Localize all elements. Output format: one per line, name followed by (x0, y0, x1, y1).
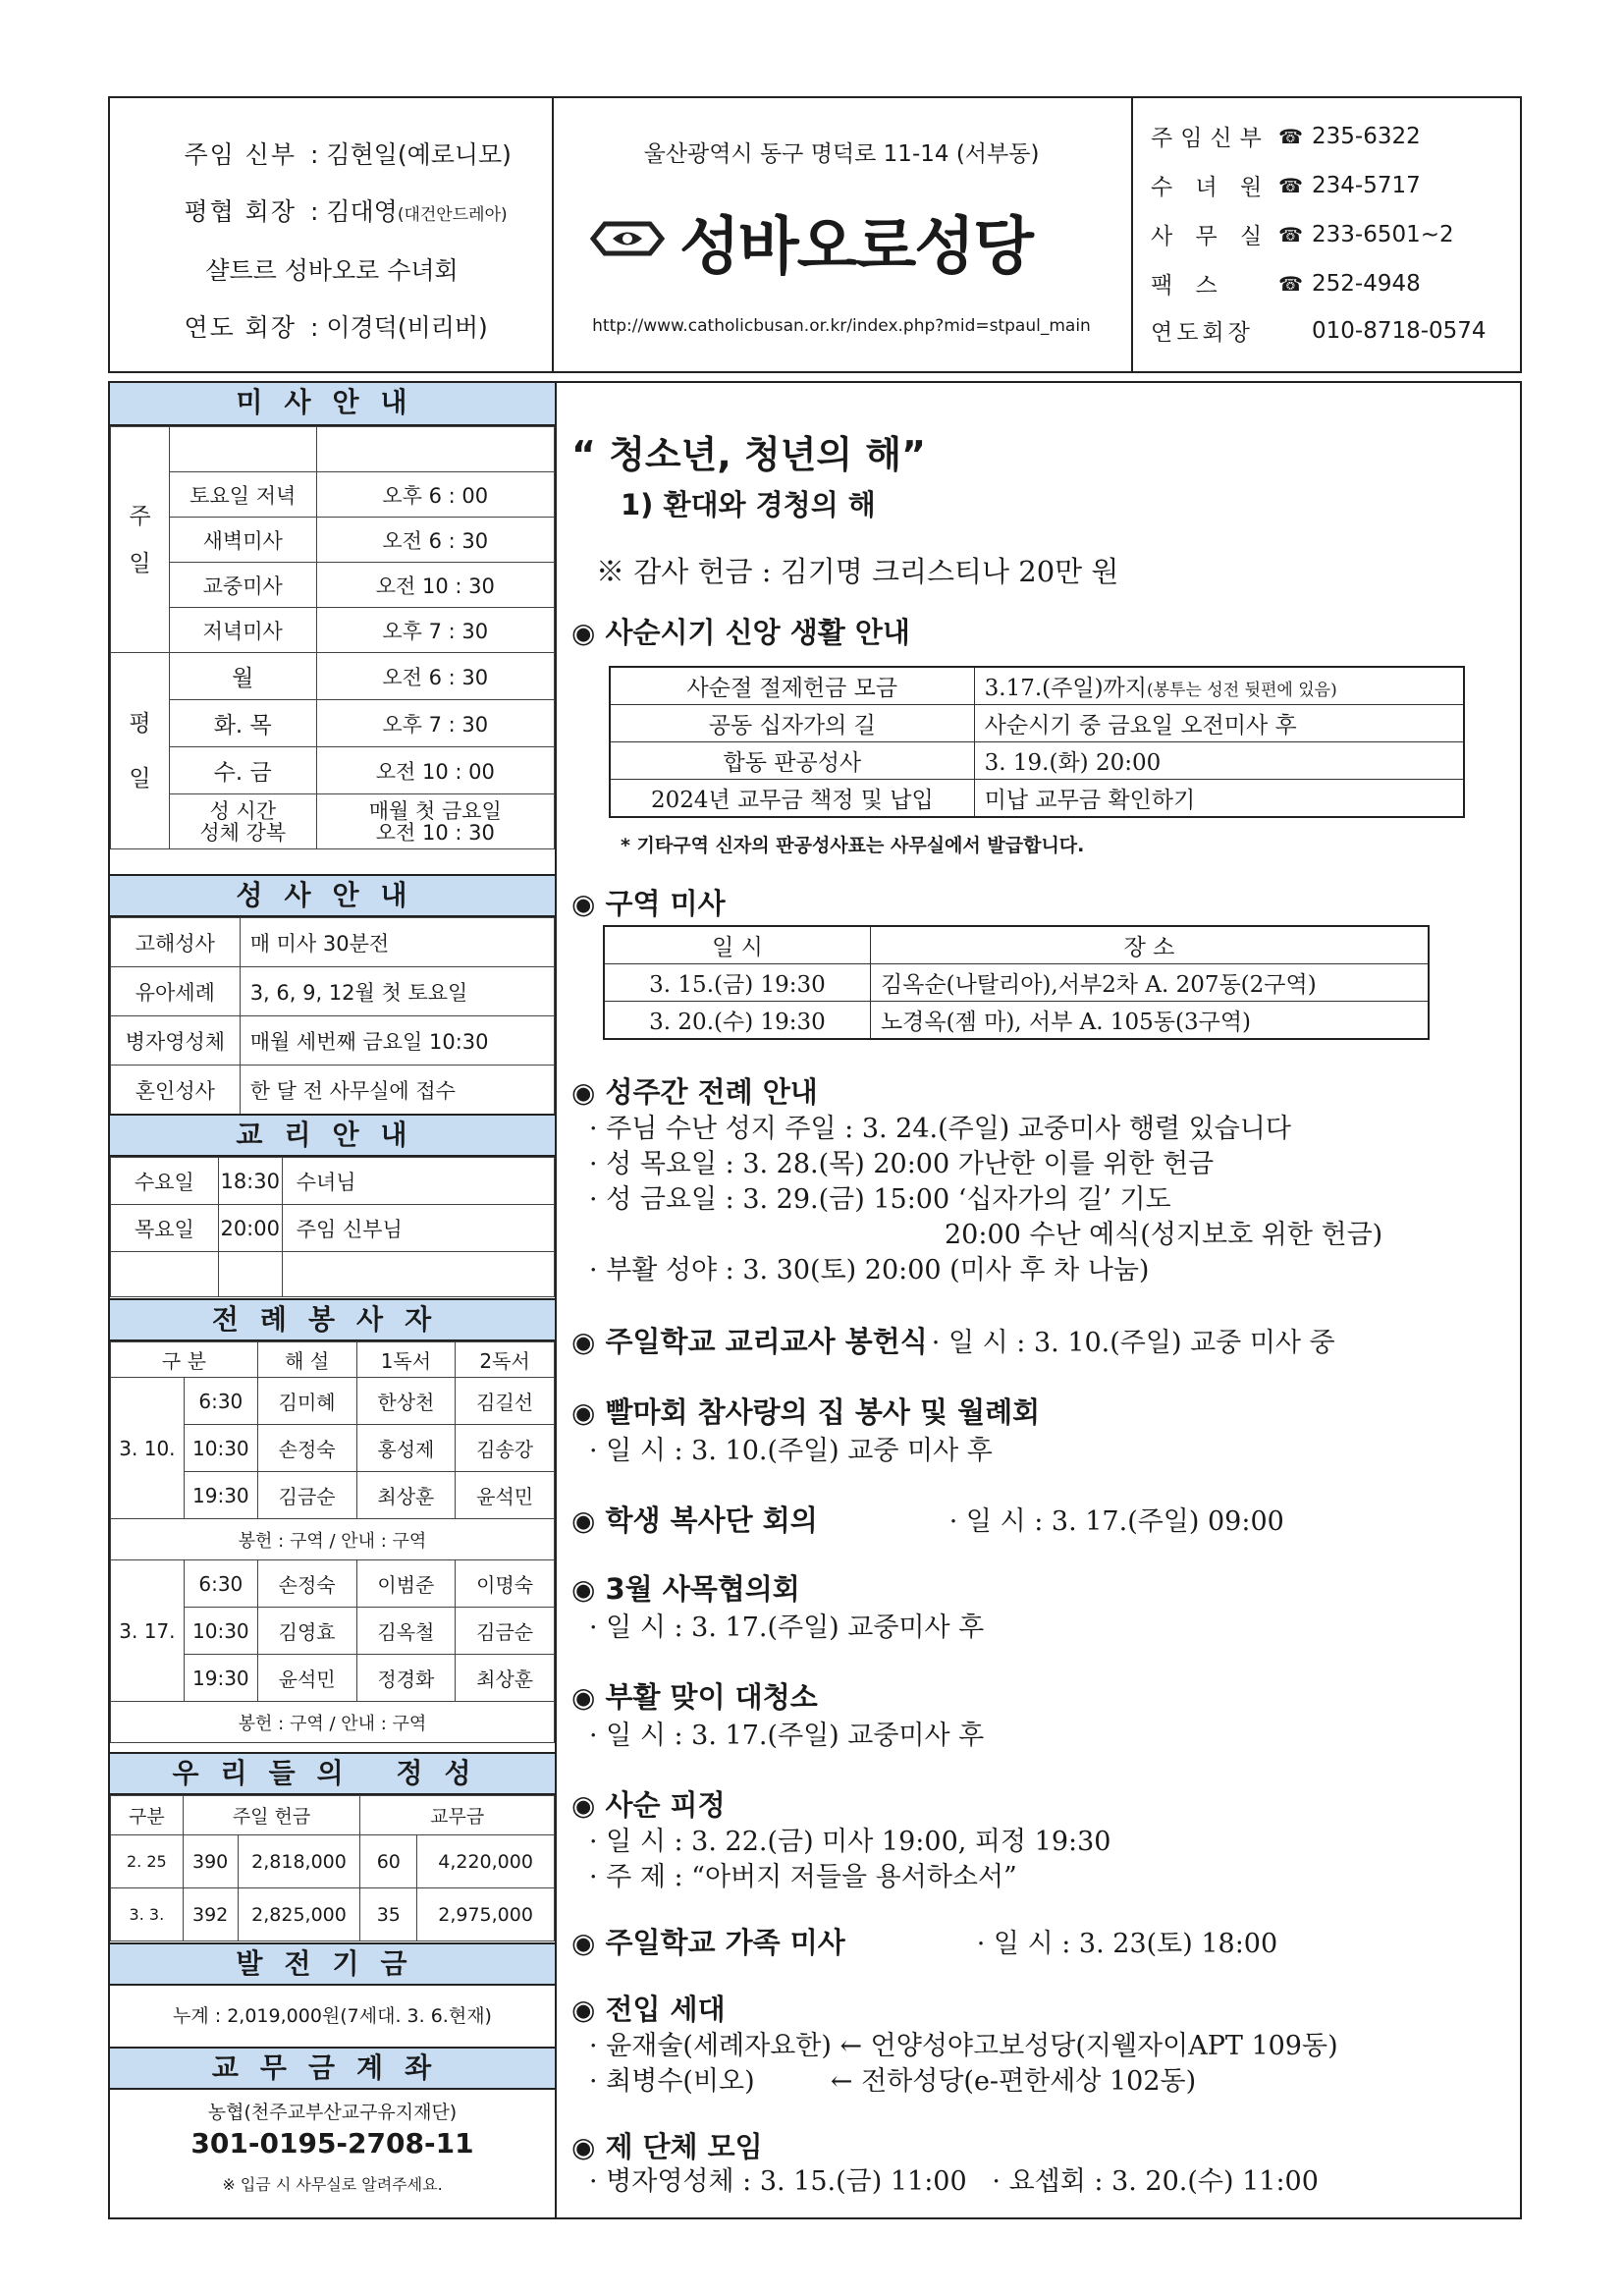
header-box (108, 96, 1522, 373)
item-teacher-heading: ◉ 주일학교 교리교사 봉헌식 · 일 시 : 3. 10.(주일) 교중 미사 중 (571, 1325, 1335, 1358)
lent-heading: ◉ 사순시기 신앙 생활 안내 (571, 616, 910, 649)
item-groups-heading: ◉ 제 단체 모임 (571, 2130, 763, 2163)
church-logo-icon (583, 204, 672, 273)
contact-row: 주임신부 ☎ 235-6322 (1151, 123, 1421, 151)
item-line: · 윤재술(세례자요한) ← 언양성야고보성당(지웰자이APT 109동) (589, 2031, 1338, 2061)
bullet-icon: ◉ (571, 1076, 596, 1109)
header-contacts (1133, 98, 1520, 371)
contact-row: 팩 스 ☎ 252-4948 (1151, 270, 1421, 299)
item-retreat-heading: ◉ 사순 피정 (571, 1788, 726, 1822)
item-palma-heading: ◉ 빨마회 참사랑의 집 봉사 및 월례회 (571, 1395, 1041, 1429)
lent-note: * 기타구역 신자의 판공성사표는 사무실에서 발급합니다. (621, 835, 1085, 856)
fund-title: 발전기금 (110, 1942, 555, 1986)
main-title: “ 청소년, 청년의 해” (571, 433, 927, 476)
catechism-table: 수요일 18:30 수녀님 목요일 20:00 주임 신부님 (110, 1157, 555, 1297)
sacrament-table: 고해성사 매 미사 30분전 유아세례 3, 6, 9, 12월 첫 토요일 병자영성체 매월 세번째 금요일 10:30 혼인성사 한 달 전 사무실에 접수 (110, 917, 555, 1115)
bullet-icon: ◉ (571, 888, 596, 920)
liturgy-table: 구 분 해 설 1독서 2독서 3. 10. 6:30 김미혜 한상천 김길선 10:30 손정숙 홍성제 김송강 19:30 김금순 최상훈 윤석민 봉헌 : 구역 / 안내 : 구역 3. 17. 6:30 손정숙 이범준 이명숙 10:30 김영효 김옥철 김금순 19:30 윤석민 정경화 최상훈 봉헌 : 구역 / 안내 : 구역 (110, 1341, 555, 1743)
bullet-icon: ◉ (571, 1573, 596, 1606)
liturgy-title: 전례봉사자 (110, 1298, 555, 1341)
bullet-icon: ◉ (571, 1994, 596, 2026)
mass-title: 미사안내 (110, 383, 555, 426)
header-center (554, 98, 1133, 371)
district-table: 일 시 장 소 3. 15.(금) 19:30 김옥순(나탈리아),서부2차 A. 207동(2구역) 3. 20.(수) 19:30 노경옥(젬 마), 서부 A. 105동(3구역) (603, 925, 1430, 1040)
account-bank: 농협(천주교부산교구유지재단) (207, 2102, 458, 2123)
account-note: ※ 입금 시 사무실로 알려주세요. (222, 2175, 443, 2194)
item-line: · 일 시 : 3. 17.(주일) 교중미사 후 (589, 1721, 985, 1751)
sunday-label: 주 일 (111, 427, 170, 653)
church-name: 성바오로성당 (679, 211, 1032, 284)
sacrament-title: 성사안내 (110, 874, 555, 917)
item-line: · 병자영성체 : 3. 15.(금) 11:00 · 요셉회 : 3. 20.(수) 11:00 (589, 2166, 1319, 2197)
holyweek-line: · 성 금요일 : 3. 29.(금) 15:00 ‘십자가의 길’ 기도 (589, 1184, 1171, 1215)
holyweek-heading: ◉ 성주간 전례 안내 (571, 1075, 818, 1109)
account-title: 교무금계좌 (110, 2047, 555, 2090)
weekday-label: 평 일 (111, 653, 170, 849)
bullet-icon: ◉ (571, 1504, 596, 1537)
holyweek-line: · 주님 수난 성지 주일 : 3. 24.(주일) 교중미사 행렬 있습니다 (589, 1114, 1291, 1144)
item-line: · 최병수(비오) ← 전하성당(e-편한세상 102동) (589, 2066, 1197, 2097)
lent-table: 사순절 절제헌금 모금 3.17.(주일)까지(봉투는 성전 뒷편에 있음) 공동 십자가의 길 사순시기 중 금요일 오전미사 후 합동 판공성사 3. 19.(화) 20:00 2024년 교무금 책정 및 납입 미납 교무금 확인하기 (609, 666, 1465, 818)
holyweek-line: · 성 목요일 : 3. 28.(목) 20:00 가난한 이를 위한 헌금 (589, 1149, 1215, 1179)
phone-icon: ☎ (1278, 173, 1303, 197)
holyweek-line: 20:00 수난 예식(성지보호 위한 헌금) (945, 1220, 1383, 1250)
phone-icon: ☎ (1278, 222, 1303, 246)
phone-icon: ☎ (1278, 271, 1303, 296)
left-column (110, 383, 557, 2217)
bullet-icon: ◉ (571, 1789, 596, 1822)
item-altar-heading: ◉ 학생 복사단 회의 · 일 시 : 3. 17.(주일) 09:00 (571, 1503, 1284, 1537)
holyweek-line: · 부활 성야 : 3. 30(토) 20:00 (미사 후 차 나눔) (589, 1255, 1150, 1285)
header-left (110, 98, 554, 371)
offering-title: 우리들의 정성 (110, 1752, 555, 1795)
contact-row: 사 무 실 ☎ 233-6501~2 (1151, 221, 1454, 249)
header-pastor: 주임 신부 : 김현일(예로니모) (184, 140, 512, 169)
offering-table: 구분 주일 헌금 교무금 2. 25 390 2,818,000 60 4,220,000 3. 3. 392 2,825,000 35 2,975,000 (110, 1795, 555, 1941)
bullet-icon: ◉ (571, 617, 596, 649)
header-council: 평협 회장 : 김대영(대건안드레아) (184, 197, 508, 226)
contact-row: 연도회장 010-8718-0574 (1151, 317, 1487, 346)
item-council-heading: ◉ 3월 사목협의회 (571, 1572, 800, 1606)
bullet-icon: ◉ (571, 1927, 596, 1959)
header-sisters: 샬트르 성바오로 수녀회 (205, 256, 459, 285)
bullet-icon: ◉ (571, 1396, 596, 1429)
contact-row: 수 녀 원 ☎ 234-5717 (1151, 172, 1421, 200)
item-newcomers-heading: ◉ 전입 세대 (571, 1993, 726, 2026)
item-cleaning-heading: ◉ 부활 맞이 대청소 (571, 1680, 818, 1714)
church-address: 울산광역시 동구 명덕로 11-14 (서부동) (643, 141, 1040, 167)
thanks-offering: ※ 감사 헌금 : 김기명 크리스티나 20만 원 (596, 555, 1119, 588)
item-line: · 주 제 : “아버지 저들을 용서하소서” (589, 1862, 1017, 1892)
item-line: · 일 시 : 3. 17.(주일) 교중미사 후 (589, 1613, 985, 1643)
header-yeondo: 연도 회장 : 이경덕(비리버) (184, 313, 488, 342)
item-family-mass-heading: ◉ 주일학교 가족 미사 · 일 시 : 3. 23(토) 18:00 (571, 1926, 1278, 1959)
account-number: 301-0195-2708-11 (190, 2127, 474, 2159)
item-line: · 일 시 : 3. 10.(주일) 교중 미사 후 (589, 1436, 993, 1466)
church-url[interactable]: http://www.catholicbusan.or.kr/index.php?mid=stpaul_main (592, 316, 1091, 336)
bullet-icon: ◉ (571, 1326, 596, 1358)
main-subtitle: 1) 환대와 경청의 해 (621, 488, 876, 521)
mass-table: 주 일 토요일 저녁 오후 6 : 00 새벽미사 오전 6 : 30 교중미사 오전 10 : 30 저녁미사 오후 7 : 30 평 일 월 오전 6 : 30 화. 목 오후 7 : 30 수. 금 오전 10 : 00 성 시간 성체 강복 매월 첫 금요일 오전 10 : 30 (110, 426, 555, 849)
phone-icon: ☎ (1278, 124, 1303, 148)
district-heading: ◉ 구역 미사 (571, 887, 726, 920)
main-frame (108, 381, 1522, 2219)
fund-total: 누계 : 2,019,000원(7세대. 3. 6.현재) (110, 1986, 555, 2048)
bullet-icon: ◉ (571, 1681, 596, 1714)
catechism-title: 교리안내 (110, 1114, 555, 1157)
bullet-icon: ◉ (571, 2131, 596, 2163)
item-line: · 일 시 : 3. 22.(금) 미사 19:00, 피정 19:30 (589, 1827, 1111, 1857)
